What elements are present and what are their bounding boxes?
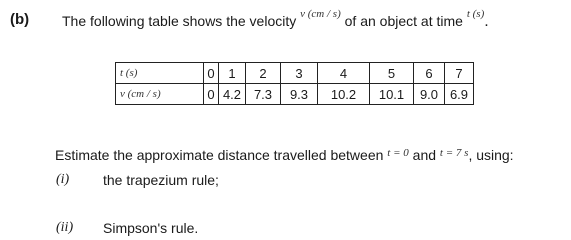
table-cell: 4 bbox=[318, 63, 370, 84]
table-cell: 0 bbox=[204, 63, 219, 84]
intro-middle: of an object at time bbox=[344, 13, 463, 29]
table-cell: 5 bbox=[370, 63, 414, 84]
table-cell: 9.3 bbox=[281, 84, 318, 105]
velocity-row-header: v (cm / s) bbox=[116, 84, 204, 105]
table-row-velocity bbox=[116, 84, 474, 105]
intro-sentence bbox=[62, 8, 489, 31]
table-cell: 0 bbox=[204, 84, 219, 105]
question-before: Estimate the approximate distance travelled between bbox=[55, 147, 384, 163]
table-cell: 9.0 bbox=[414, 84, 445, 105]
table-cell: 2 bbox=[246, 63, 281, 84]
time-row-header: t (s) bbox=[116, 63, 204, 84]
part-label: (b) bbox=[10, 11, 30, 28]
table-cell: 1 bbox=[219, 63, 246, 84]
intro-end: . bbox=[484, 13, 489, 30]
time-start: t = 0 bbox=[387, 147, 409, 159]
subpart-text-i: the trapezium rule; bbox=[103, 172, 219, 188]
table-cell: 7 bbox=[445, 63, 474, 84]
table-cell: 10.2 bbox=[318, 84, 370, 105]
subpart-text-ii: Simpson's rule. bbox=[103, 220, 199, 236]
table-cell: 6.9 bbox=[445, 84, 474, 105]
intro-before: The following table shows the velocity bbox=[62, 13, 297, 29]
table-cell: 7.3 bbox=[246, 84, 281, 105]
question-after: , using: bbox=[468, 147, 514, 163]
velocity-time-table bbox=[115, 62, 474, 105]
table-cell: 6 bbox=[414, 63, 445, 84]
table-cell: 4.2 bbox=[219, 84, 246, 105]
subpart-label-i: (i) bbox=[56, 172, 70, 187]
subpart-label-ii: (ii) bbox=[56, 220, 74, 235]
time-end: t = 7 s bbox=[439, 147, 469, 159]
table-row-time bbox=[116, 63, 474, 84]
question-and: and bbox=[412, 147, 437, 163]
question-sentence bbox=[55, 147, 514, 163]
time-symbol: t (s) bbox=[466, 8, 485, 20]
table-cell: 3 bbox=[281, 63, 318, 84]
velocity-symbol: v (cm / s) bbox=[300, 8, 341, 20]
table-cell: 10.1 bbox=[370, 84, 414, 105]
